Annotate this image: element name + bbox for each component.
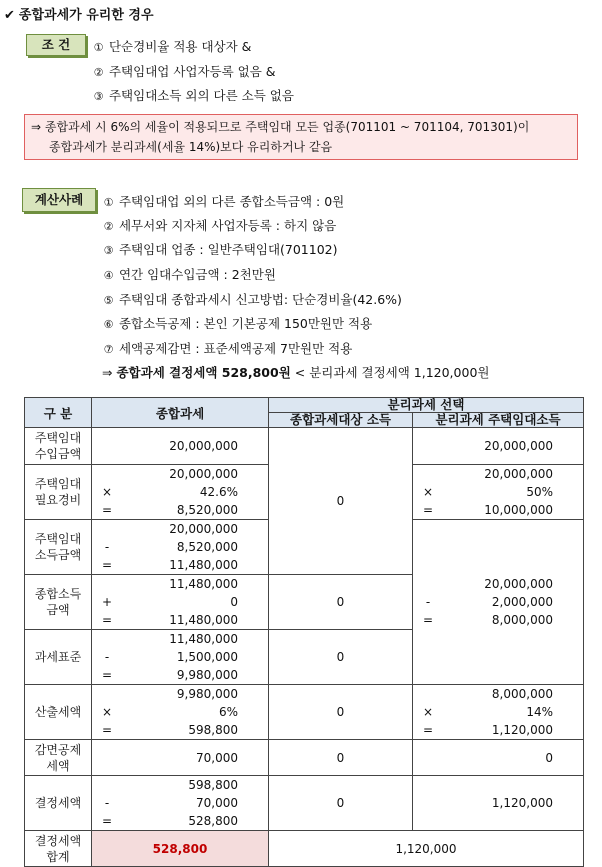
cell-sub-general: 0 xyxy=(269,685,413,740)
cell-housing: 20,000,000 - 2,000,000 = 8,000,000 xyxy=(413,520,584,685)
cell-sub-general: 0 xyxy=(269,776,413,831)
cell-sub-general: 0 xyxy=(269,740,413,776)
cell-sub-general: 0 xyxy=(269,428,413,575)
header-separate: 분리과세 선택 xyxy=(269,398,584,413)
note-box xyxy=(24,114,578,160)
condition-label: 조 건 xyxy=(26,34,86,56)
cell-general-total: 528,800 xyxy=(92,831,269,867)
condition-item: ③ 주택임대소득 외의 다른 소득 없음 xyxy=(93,88,294,103)
header-sub-housing: 분리과세 주택임대소득 xyxy=(413,413,584,428)
case-item: ② 세무서와 지자체 사업자등록 : 하지 않음 xyxy=(103,218,337,233)
case-item: ④ 연간 임대수입금액 : 2천만원 xyxy=(103,267,276,282)
note-line: ⇒ 종합과세 시 6%의 세율이 적용되므로 주택임대 모든 업종(701101 ~ 701104, 701301)이 xyxy=(31,120,530,134)
cell-general: 20,000,000 × 42.6% = 8,520,000 xyxy=(92,465,269,520)
header-general: 종합과세 xyxy=(92,398,269,428)
cell-sub-general: 0 xyxy=(269,575,413,630)
note-line: 종합과세가 분리과세(세율 14%)보다 유리하거나 같음 xyxy=(49,140,333,154)
check-icon: ✔ xyxy=(4,8,15,23)
header-sub-general: 종합과세대상 소득 xyxy=(269,413,413,428)
row-label: 주택임대 소득금액 xyxy=(25,520,92,575)
row-label: 결정세액 합계 xyxy=(25,831,92,867)
case-item: ⑤ 주택임대 종합과세시 신고방법: 단순경비율(42.6%) xyxy=(103,292,402,307)
cell-general: 11,480,000 + 0 = 11,480,000 xyxy=(92,575,269,630)
cell-general: 20,000,000 xyxy=(92,428,269,465)
case-item: ① 주택임대업 외의 다른 종합소득금액 : 0원 xyxy=(103,194,345,209)
row-label: 주택임대 수입금액 xyxy=(25,428,92,465)
cell-sub-general: 0 xyxy=(269,630,413,685)
condition-item: ② 주택임대업 사업자등록 없음 & xyxy=(93,64,276,79)
cell-housing: 20,000,000 × 50% = 10,000,000 xyxy=(413,465,584,520)
row-label: 결정세액 xyxy=(25,776,92,831)
cell-housing: 1,120,000 xyxy=(413,776,584,831)
cell-general: 20,000,000 - 8,520,000 = 11,480,000 xyxy=(92,520,269,575)
row-label: 감면공제 세액 xyxy=(25,740,92,776)
case-label: 계산사례 xyxy=(22,188,96,212)
row-label: 과세표준 xyxy=(25,630,92,685)
tax-comparison-table xyxy=(24,397,584,867)
cell-housing: 8,000,000 × 14% = 1,120,000 xyxy=(413,685,584,740)
row-label: 주택임대 필요경비 xyxy=(25,465,92,520)
cell-housing: 20,000,000 xyxy=(413,428,584,465)
row-label: 종합소득 금액 xyxy=(25,575,92,630)
cell-general: 598,800 - 70,000 = 528,800 xyxy=(92,776,269,831)
cell-separate-total: 1,120,000 xyxy=(269,831,584,867)
case-item: ⑦ 세액공제감면 : 표준세액공제 7만원만 적용 xyxy=(103,341,353,356)
condition-item: ① 단순경비율 적용 대상자 & xyxy=(93,39,252,54)
result-summary: ⇒ 종합과세 결정세액 528,800원 < 분리과세 결정세액 1,120,000원 xyxy=(102,365,490,380)
cell-housing: 0 xyxy=(413,740,584,776)
cell-general: 70,000 xyxy=(92,740,269,776)
case-item: ⑥ 종합소득공제 : 본인 기본공제 150만원만 적용 xyxy=(103,316,373,331)
case-item: ③ 주택임대 업종 : 일반주택임대(701102) xyxy=(103,242,338,257)
cell-general: 11,480,000 - 1,500,000 = 9,980,000 xyxy=(92,630,269,685)
cell-general: 9,980,000 × 6% = 598,800 xyxy=(92,685,269,740)
row-label: 산출세액 xyxy=(25,685,92,740)
page-title: ✔ 종합과세가 유리한 경우 xyxy=(4,8,154,23)
header-gubun: 구 분 xyxy=(25,398,92,428)
